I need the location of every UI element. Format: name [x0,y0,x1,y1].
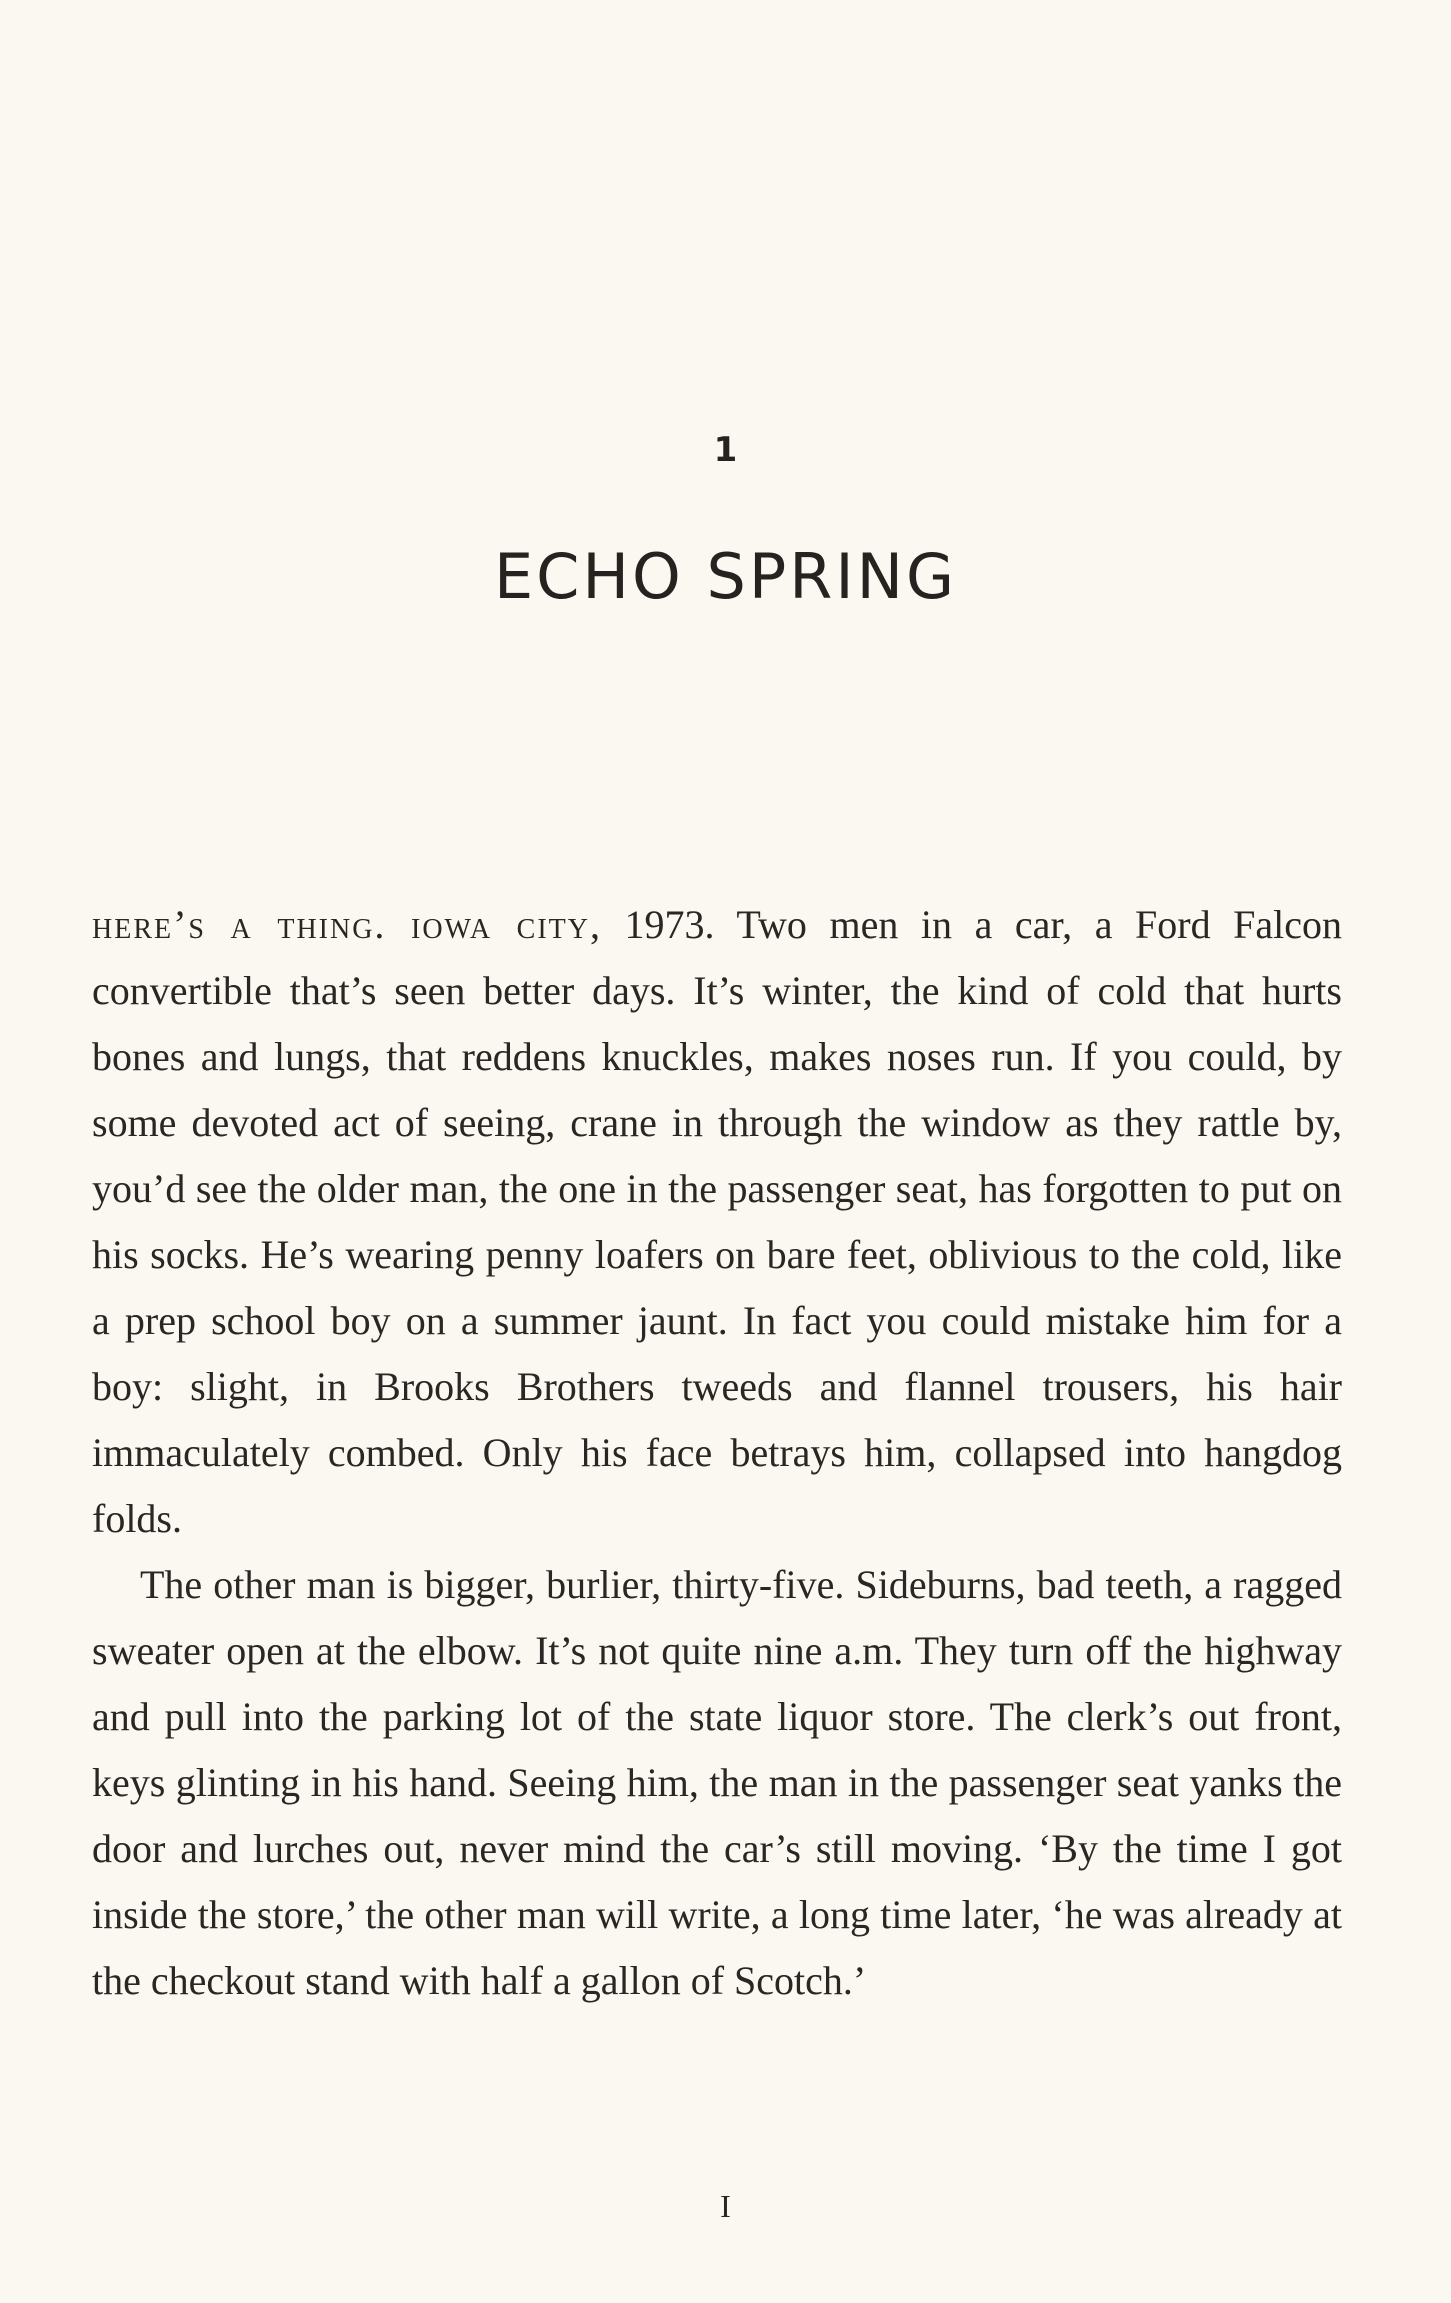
chapter-body [92,892,1342,2014]
chapter-number: 1 [713,430,738,470]
paragraph-1 [92,892,1342,1552]
paragraph-2: The other man is bigger, burlier, thirty-five. Sideburns, bad teeth, a ragged sweater open at the elbow. It’s not quite nine a.m. They turn off the highway and pull into the parking lot of the state liquor store. The clerk’s out front, keys glinting in his hand. Seeing him, the man in the passenger seat yanks the door and lurches out, never mind the car’s still moving. ‘By the time I got inside the store,’ the other man will write, a long time later, ‘he was already at the checkout stand with half a gallon of Scotch.’ [92,1562,1342,2003]
paragraph-1-text: 1973. Two men in a car, a Ford Falcon convertible that’s seen better days. It’s winter, the kind of cold that hurts bones and lungs, that reddens knuckles, makes noses run. If you could, by some devoted act of seeing, crane in through the window as they rattle by, you’d see the older man, the one in the passenger seat, has forgotten to put on his socks. He’s wearing penny loafers on bare feet, oblivious to the cold, like a prep school boy on a summer jaunt. In fact you could mistake him for a boy: slight, in Brooks Brothers tweeds and flannel trousers, his hair immaculately combed. Only his face betrays him, collapsed into hangdog folds. [92,902,1342,1541]
page-number: I [720,2188,731,2224]
paragraph-lead-in: here’s a thing. iowa city, [92,902,602,947]
chapter-title: ECHO SPRING [493,540,958,613]
